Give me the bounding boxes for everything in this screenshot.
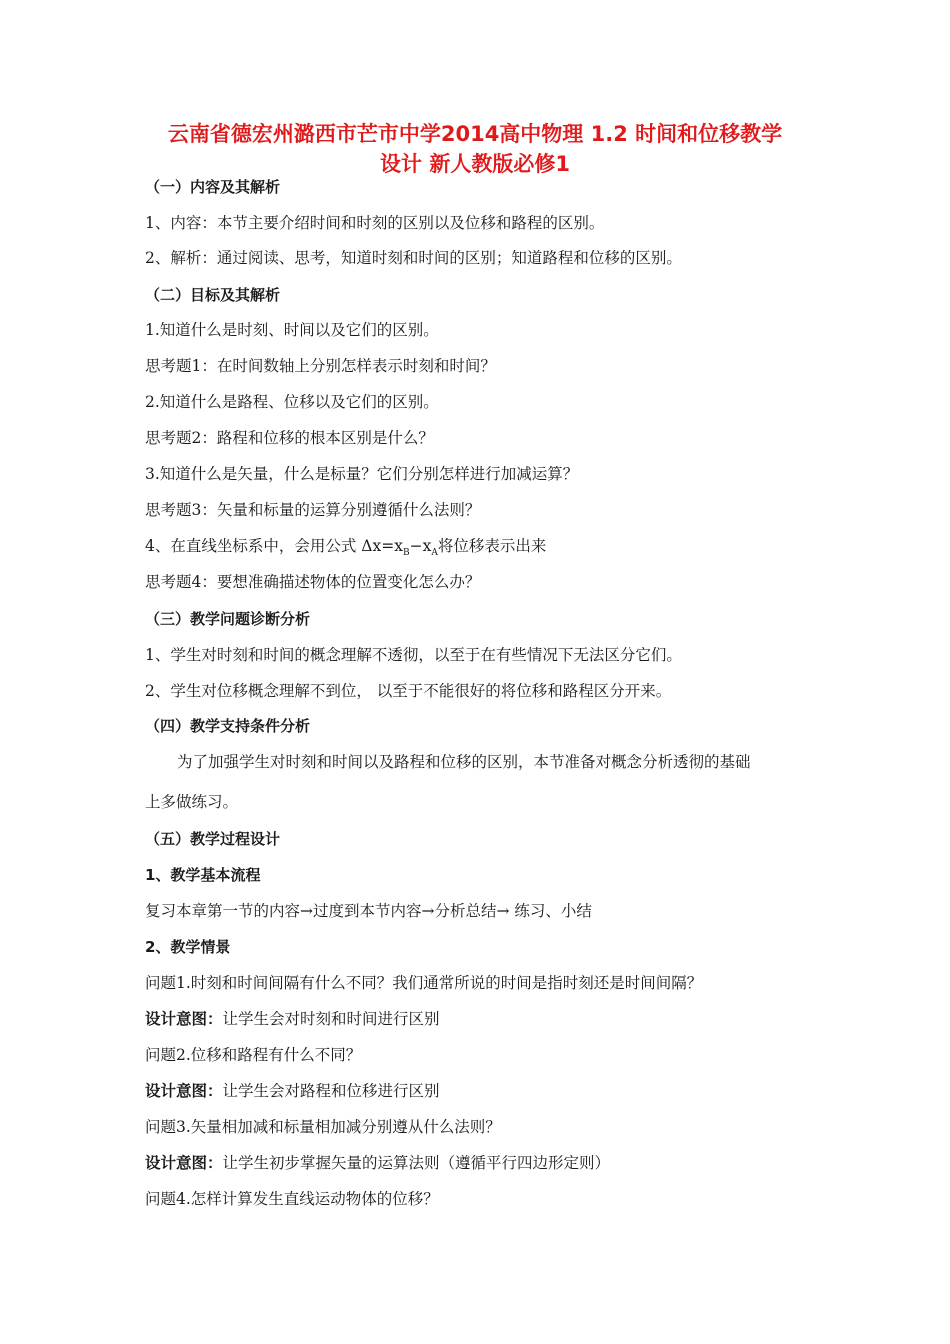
s3-paragraph-2: 2、学生对位移概念理解不到位， 以至于不能很好的将位移和路程区分开来。 bbox=[145, 682, 672, 700]
s4-paragraph-line-2: 上多做练习。 bbox=[145, 793, 239, 811]
design-intent-text: 让学生会对路程和位移进行区别 bbox=[222, 1082, 440, 1100]
question-3: 问题3.矢量相加减和标量相加减分别遵从什么法则？ bbox=[145, 1118, 501, 1136]
design-intent-label: 设计意图： bbox=[145, 1082, 223, 1100]
section-3-heading: （三）教学问题诊断分析 bbox=[145, 610, 311, 628]
s2-paragraph-2: 2.知道什么是路程、位移以及它们的区别。 bbox=[145, 393, 439, 411]
title-line-1: 云南省德宏州潞西市芒市中学2014高中物理 1.2 时间和位移教学 bbox=[167, 122, 783, 146]
s5-subheading-2: 2、教学情景 bbox=[145, 938, 231, 956]
s1-paragraph-1: 1、内容：本节主要介绍时间和时刻的区别以及位移和路程的区别。 bbox=[145, 214, 605, 232]
s3-paragraph-1: 1、学生对时刻和时间的概念理解不透彻，以至于在有些情况下无法区分它们。 bbox=[145, 646, 682, 664]
section-4-heading: （四）教学支持条件分析 bbox=[145, 717, 311, 735]
design-intent-label: 设计意图： bbox=[145, 1154, 223, 1172]
design-intent-text: 让学生初步掌握矢量的运算法则（遵循平行四边形定则） bbox=[222, 1154, 611, 1172]
s2-question-1: 思考题1：在时间数轴上分别怎样表示时刻和时间？ bbox=[145, 357, 496, 375]
s2-question-3: 思考题3：矢量和标量的运算分别遵循什么法则？ bbox=[145, 501, 481, 519]
s2-question-4: 思考题4：要想准确描述物体的位置变化怎么办？ bbox=[145, 573, 481, 591]
s1-paragraph-2: 2、解析：通过阅读、思考，知道时刻和时间的区别；知道路程和位移的区别。 bbox=[145, 249, 682, 267]
section-2-heading: （二）目标及其解析 bbox=[145, 286, 281, 304]
question-1: 问题1.时刻和时间间隔有什么不同？我们通常所说的时间是指时刻还是时间间隔？ bbox=[145, 974, 703, 992]
design-intent-3 bbox=[145, 1153, 610, 1173]
s2-question-2: 思考题2：路程和位移的根本区别是什么？ bbox=[145, 429, 434, 447]
formula-subscript-a: A bbox=[431, 548, 438, 559]
s4-paragraph-line-1: 为了加强学生对时刻和时间以及路程和位移的区别，本节准备对概念分析透彻的基础 bbox=[177, 753, 751, 771]
s2-paragraph-4 bbox=[145, 536, 546, 563]
section-5-heading: （五）教学过程设计 bbox=[145, 830, 281, 848]
question-4: 问题4.怎样计算发生直线运动物体的位移？ bbox=[145, 1190, 439, 1208]
s2-paragraph-3: 3.知道什么是矢量，什么是标量？它们分别怎样进行加减运算？ bbox=[145, 465, 579, 483]
title-line-2: 设计 新人教版必修1 bbox=[380, 152, 570, 176]
s5-subheading-1: 1、教学基本流程 bbox=[145, 866, 261, 884]
document-title bbox=[120, 119, 830, 179]
design-intent-2 bbox=[145, 1081, 440, 1101]
design-intent-label: 设计意图： bbox=[145, 1010, 223, 1028]
formula-prefix: 4、在直线坐标系中，会用公式 Δx=x bbox=[145, 537, 403, 555]
design-intent-1 bbox=[145, 1009, 440, 1029]
formula-suffix: 将位移表示出来 bbox=[437, 537, 547, 555]
s5-flow: 复习本章第一节的内容→过度到本节内容→分析总结→ 练习、小结 bbox=[145, 902, 592, 920]
s2-paragraph-1: 1.知道什么是时刻、时间以及它们的区别。 bbox=[145, 321, 439, 339]
formula-subscript-b: B bbox=[402, 548, 410, 559]
formula-minus: −x bbox=[409, 537, 432, 555]
design-intent-text: 让学生会对时刻和时间进行区别 bbox=[222, 1010, 440, 1028]
question-2: 问题2.位移和路程有什么不同？ bbox=[145, 1046, 362, 1064]
section-1-heading: （一）内容及其解析 bbox=[145, 178, 281, 196]
